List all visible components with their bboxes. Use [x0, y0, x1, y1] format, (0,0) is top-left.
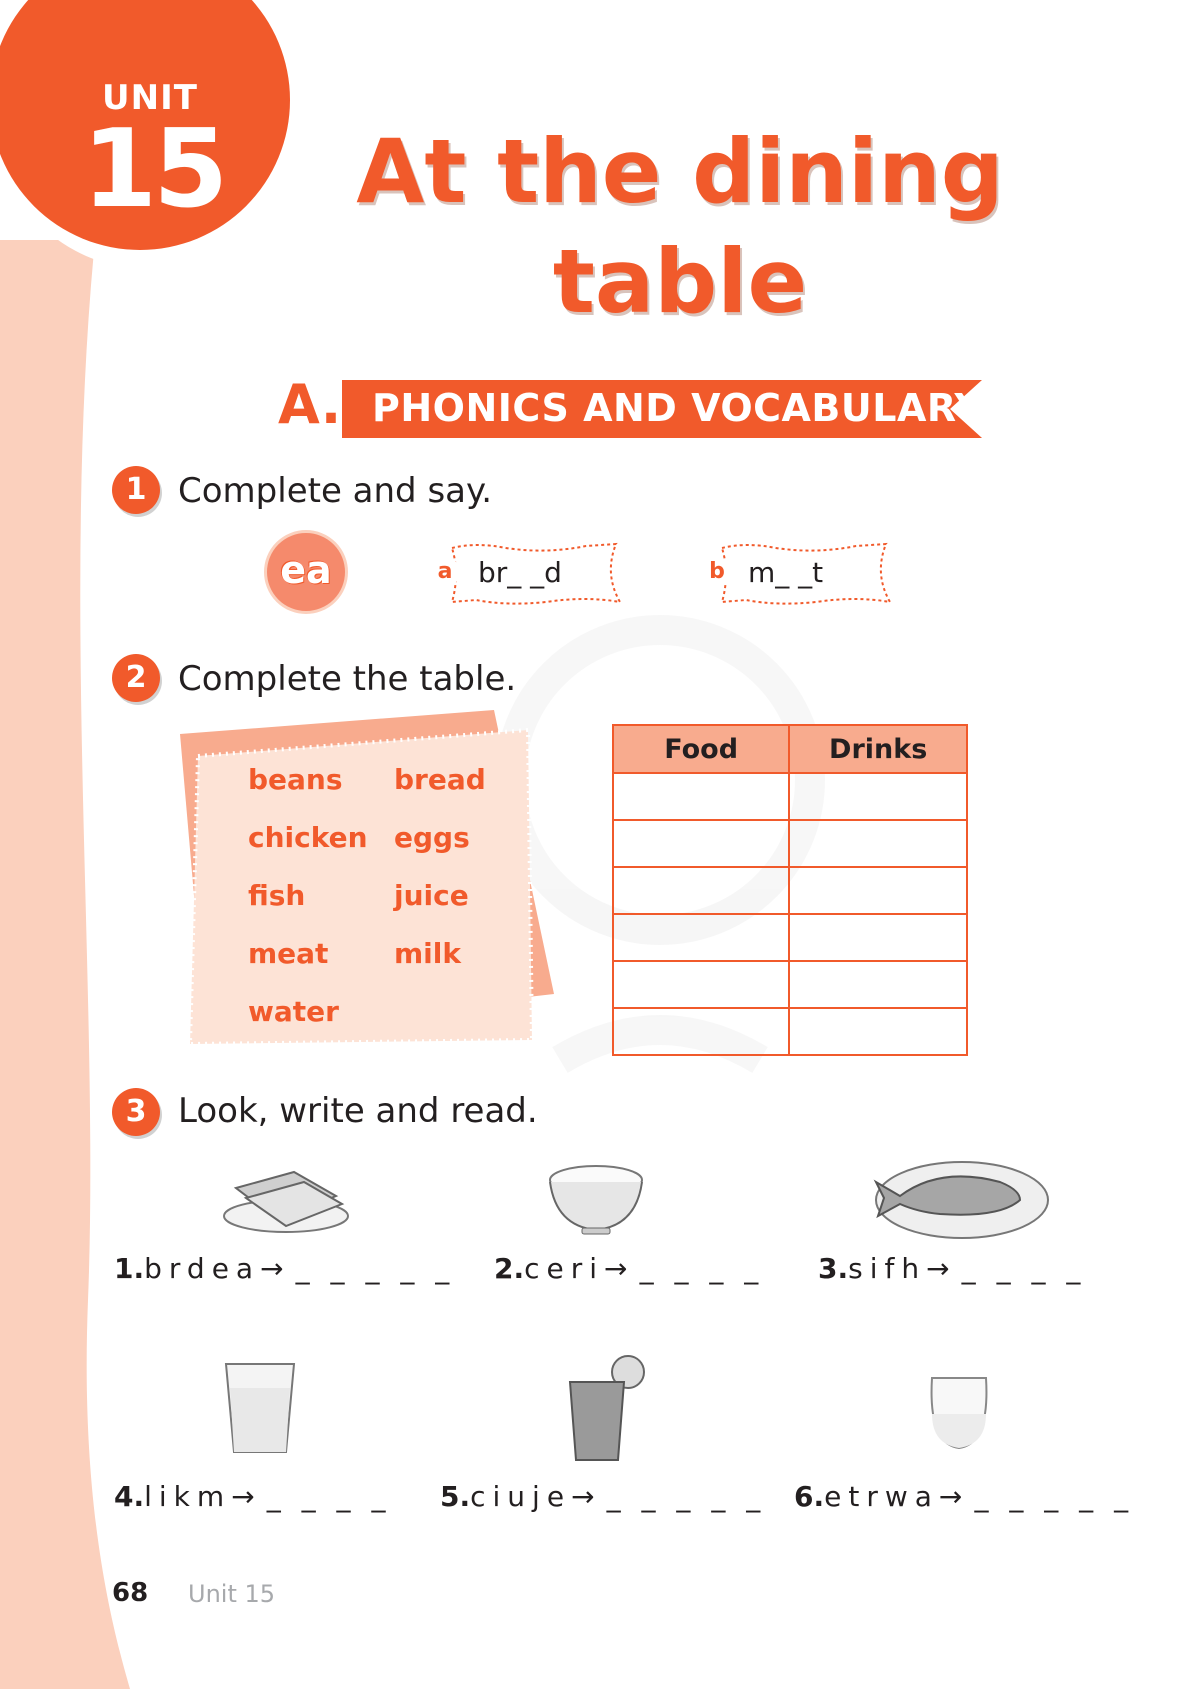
table-cell[interactable] [789, 914, 967, 961]
exercise-2-number: 2 [112, 654, 160, 702]
table-row [613, 914, 967, 961]
table-row [613, 961, 967, 1008]
unit-label: UNIT [102, 78, 198, 118]
arrow-icon: → [938, 1480, 970, 1513]
scrambled-word: ciuje [470, 1480, 572, 1513]
table-cell[interactable] [789, 820, 967, 867]
scrambled-word: sifh [848, 1252, 927, 1285]
water-glass-icon [926, 1374, 992, 1454]
table-cell[interactable] [789, 1008, 967, 1055]
exercise-2-instruction: Complete the table. [178, 659, 517, 699]
word-meat: meat [248, 937, 329, 970]
task-number: 4. [114, 1480, 145, 1513]
word-water: water [248, 995, 339, 1028]
bread-icon [216, 1164, 356, 1240]
page-number: 68 [112, 1578, 149, 1608]
task-number: 3. [818, 1252, 849, 1285]
word-eggs: eggs [394, 821, 470, 854]
option-a-text: br_ _d [478, 556, 562, 589]
food-drinks-table [612, 724, 968, 1056]
exercise-3-number: 3 [112, 1088, 160, 1136]
option-b-text: m_ _t [748, 556, 824, 589]
table-row [613, 1008, 967, 1055]
answer-blank[interactable]: _ _ _ _ [266, 1480, 392, 1513]
scrambled-word: likm [144, 1480, 232, 1513]
table-row [613, 820, 967, 867]
arrow-icon: → [260, 1252, 291, 1285]
exercise-1-instruction: Complete and say. [178, 471, 493, 511]
section-title: PHONICS AND VOCABULARY [372, 386, 983, 430]
word-fish: fish [248, 879, 306, 912]
unit-number: 15 [82, 107, 225, 232]
task-4 [114, 1480, 391, 1513]
table-cell[interactable] [789, 773, 967, 820]
table-cell[interactable] [613, 961, 789, 1008]
table-cell[interactable] [613, 820, 789, 867]
exercise-3-instruction: Look, write and read. [178, 1091, 538, 1131]
task-number: 5. [440, 1480, 471, 1513]
exercise-1-number: 1 [112, 466, 160, 514]
table-cell[interactable] [613, 914, 789, 961]
sound-badge-text: ea [280, 548, 332, 592]
answer-blank[interactable]: _ _ _ _ _ [974, 1480, 1135, 1513]
task-2 [494, 1252, 764, 1285]
answer-blank[interactable]: _ _ _ _ [961, 1252, 1087, 1285]
arrow-icon: → [926, 1252, 957, 1285]
section-letter: A. [278, 373, 342, 436]
table-cell[interactable] [789, 961, 967, 1008]
task-number: 6. [794, 1480, 825, 1513]
rice-bowl-icon [546, 1160, 646, 1236]
task-number: 2. [494, 1252, 525, 1285]
page-title-line2: table [552, 230, 808, 333]
milk-glass-icon [222, 1360, 298, 1458]
table-cell[interactable] [613, 867, 789, 914]
word-juice: juice [394, 879, 469, 912]
table-cell[interactable] [613, 773, 789, 820]
word-milk: milk [394, 937, 461, 970]
juice-glass-icon [566, 1352, 650, 1464]
arrow-icon: → [231, 1480, 262, 1513]
word-chicken: chicken [248, 821, 368, 854]
sidebar-wave [0, 240, 130, 1689]
option-a-letter: a [430, 557, 460, 587]
answer-blank[interactable]: _ _ _ _ _ [606, 1480, 767, 1513]
task-3 [818, 1252, 1086, 1285]
table-header-food: Food [613, 725, 789, 773]
scrambled-word: ceri [524, 1252, 605, 1285]
arrow-icon: → [604, 1252, 635, 1285]
answer-blank[interactable]: _ _ _ _ _ [295, 1252, 456, 1285]
word-card [176, 700, 576, 1050]
arrow-icon: → [571, 1480, 602, 1513]
word-bread: bread [394, 763, 486, 796]
fish-plate-icon [870, 1156, 1050, 1240]
table-header-drinks: Drinks [789, 725, 967, 773]
answer-blank[interactable]: _ _ _ _ [639, 1252, 765, 1285]
scrambled-word: brdea [144, 1252, 261, 1285]
table-cell[interactable] [613, 1008, 789, 1055]
table-cell[interactable] [789, 867, 967, 914]
option-b-letter: b [702, 557, 732, 587]
task-5 [440, 1480, 766, 1513]
footer-unit-label: Unit 15 [188, 1580, 276, 1608]
table-row [613, 867, 967, 914]
task-6 [794, 1480, 1134, 1513]
page-title-line1: At the dining [356, 120, 1004, 223]
task-1 [114, 1252, 455, 1285]
task-number: 1. [114, 1252, 145, 1285]
word-beans: beans [248, 763, 343, 796]
scrambled-word: etrwa [824, 1480, 939, 1513]
table-row [613, 773, 967, 820]
